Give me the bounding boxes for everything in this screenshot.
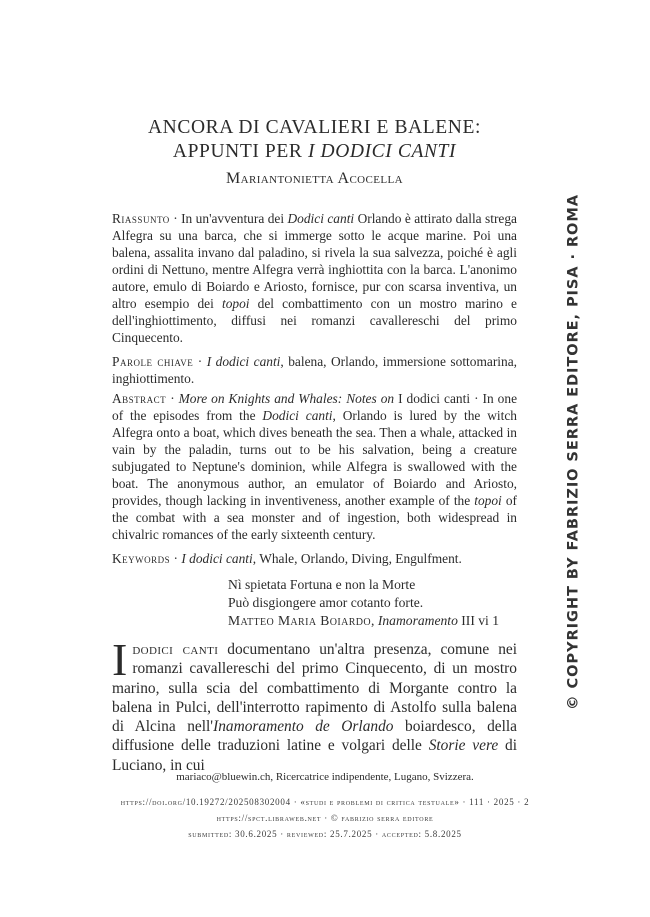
copyright-line: https://spct.libraweb.net · © fabrizio serra editore <box>216 813 434 823</box>
riassunto-label: Riassunto <box>112 211 170 226</box>
abstract-paragraph <box>112 390 517 543</box>
body-text-3: di Luciano, in cui <box>112 737 517 774</box>
title-line-2-italic: I DODICI CANTI <box>307 141 457 162</box>
body-italic-1: Inamoramento de Orlando <box>213 718 394 736</box>
title-line-2 <box>112 140 517 164</box>
abstract-text-3: of the combat with a sea monster and of ingestion, both widespread in chivalric romances of the early sixteenth century. <box>112 493 517 542</box>
body-italic-2: Storie vere <box>428 737 499 755</box>
riassunto-paragraph <box>112 210 517 346</box>
abstract-label: Abstract <box>112 391 167 406</box>
article-title <box>112 116 517 164</box>
abstract-text-1: · In one of the episodes from the <box>112 391 518 423</box>
abstract-italic-3: topoi <box>474 493 502 508</box>
epigraph-author: Matteo Maria Boiardo <box>228 613 372 628</box>
keywords-label: Keywords <box>112 551 171 566</box>
body-lead-small-caps: dodici canti <box>132 641 219 658</box>
body-paragraph <box>112 634 518 775</box>
abstract-text-2: , Orlando is lured by the witch Alfegra onto a boat, which dives beneath the sea. Then a whale, attacked in vain by the paladin, turns out to be his salvation, being a creature subjugated to Neptune's dominion, while Alfegra is swallowed with the boat. The anonymous author, an emulator of Boiardo and Ariosto, provides, though lacking in inventiveness, another example of the <box>112 408 517 508</box>
riassunto-text-1: In un'avventura dei <box>181 211 288 226</box>
keywords-sep: · <box>170 551 182 566</box>
riassunto-text-2: Orlando è attirato dalla strega Alfegra su una barca, che si immerge sotto le acque marine. Poi una balena, assalita invano dal paladino, si rivela la sua salvezza, poiché è agli ordini di Nettuno, mentre Alfegra verrà inghiottita con la barca. L'anonimo autore, emulo di Boiardo e Ariosto, fornisce, pur con scarsa inventiva, un altro esempio dei <box>112 211 518 311</box>
body-text-2: boiardesco, della diffusione delle traduzioni latine e volgari delle <box>112 718 517 755</box>
riassunto-italic-2: topoi <box>221 296 250 311</box>
parole-chiave-paragraph <box>112 353 517 387</box>
body-text-1: documentano un'altra presenza, comune nei romanzi cavallereschi del primo Cinquecento, di un mostro marino, sulla scia del combattimento di Morgante contro la balena in Pulci, dell'interrotto rapimento di Astolfo sulla balena di Alcina nell' <box>112 641 518 736</box>
vertical-copyright-notice <box>560 194 586 710</box>
parole-sep: · <box>193 354 207 369</box>
vertical-copyright-text: © COPYRIGHT BY FABRIZIO SERRA EDITORE, PISA · ROMA <box>564 194 582 710</box>
keywords-paragraph <box>112 550 517 567</box>
epigraph-attribution <box>228 612 499 630</box>
parole-italic-1: I dodici canti <box>206 354 281 369</box>
author-footnote: mariaco@bluewin.ch, Ricercatrice indipendente, Lugano, Svizzera. <box>176 771 474 783</box>
submission-dates: submitted: 30.6.2025 · reviewed: 25.7.2025 · accepted: 5.8.2025 <box>188 829 462 839</box>
abstract-upright-title: I dodici canti <box>398 391 471 406</box>
epigraph-attribution-sep: , <box>371 613 378 628</box>
riassunto-text-3: del combattimento con un mostro marino e dell'inghiottimento, diffusi nei romanzi cavallereschi del primo Cinquecento. <box>112 296 517 345</box>
doi-line: https://doi.org/10.19272/202508302004 · «studi e problemi di critica testuale» · 111 · 2025 · 2 <box>120 797 530 807</box>
epigraph-reference: III vi 1 <box>457 613 500 628</box>
keywords-text-1: , Whale, Orlando, Diving, Engulfment. <box>252 551 462 566</box>
riassunto-sep: · <box>169 211 182 226</box>
abstract-italic-1: More on Knights and Whales: Notes on <box>178 391 399 406</box>
title-line-1: ANCORA DI CAVALIERI E BALENE: <box>147 117 482 138</box>
epigraph-line-1: Nì spietata Fortuna e non la Morte <box>228 577 416 592</box>
drop-cap: I <box>112 634 128 685</box>
title-line-2-prefix: APPUNTI PER <box>172 141 308 162</box>
author-name: Mariantonietta Acocella <box>226 170 403 187</box>
epigraph-work: Inamoramento <box>377 613 458 628</box>
epigraph-line-2: Può disgiongere amor cotanto forte. <box>228 595 424 610</box>
abstract-italic-2: Dodici canti <box>262 408 333 423</box>
parole-label: Parole chiave <box>112 354 194 369</box>
abstract-sep: · <box>166 391 179 406</box>
riassunto-italic-1: Dodici canti <box>287 211 355 226</box>
epigraph <box>228 576 499 630</box>
parole-text-1: , balena, Orlando, immersione sottomarina, inghiottimento. <box>112 354 518 386</box>
keywords-italic-1: I dodici canti <box>181 551 253 566</box>
